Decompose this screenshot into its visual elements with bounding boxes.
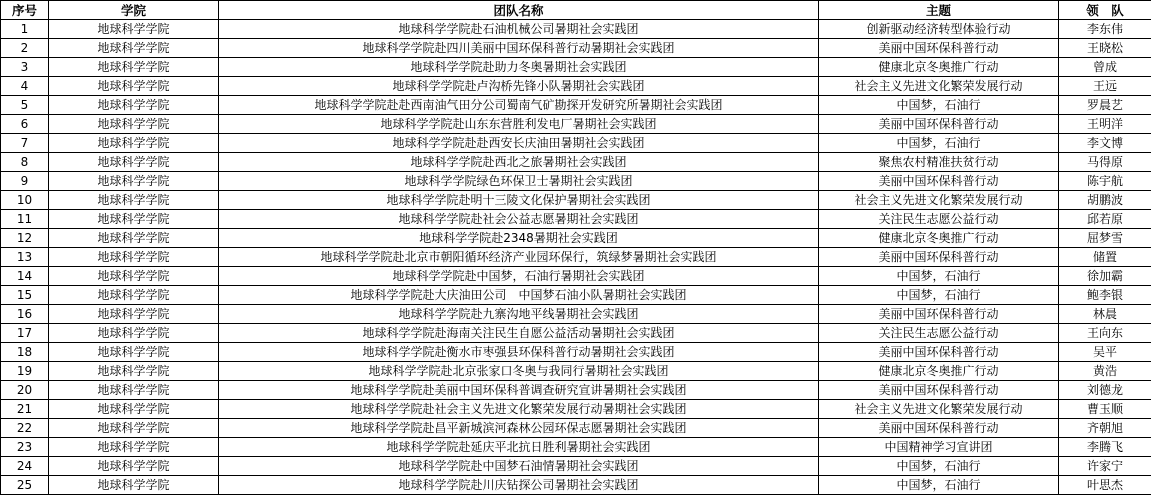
cell-index: 4 [1,77,49,96]
cell-team-name: 地球科学学院赴石油机械公司暑期社会实践团 [219,20,819,39]
cell-team-name: 地球科学学院赴衡水市枣强县环保科普行动暑期社会实践团 [219,343,819,362]
table-row [1,457,1151,476]
cell-index: 6 [1,115,49,134]
cell-college: 地球科学学院 [49,115,219,134]
cell-theme: 美丽中国环保科普行动 [819,381,1059,400]
cell-college: 地球科学学院 [49,324,219,343]
cell-theme: 中国梦，石油行 [819,457,1059,476]
cell-leader: 叶思杰 [1059,476,1151,495]
cell-college: 地球科学学院 [49,172,219,191]
cell-team-name: 地球科学学院赴美丽中国环保科普调查研究宣讲暑期社会实践团 [219,381,819,400]
cell-team-name: 地球科学学院赴赴西南油气田分公司蜀南气矿勘探开发研究所暑期社会实践团 [219,96,819,115]
cell-college: 地球科学学院 [49,134,219,153]
cell-leader: 李文博 [1059,134,1151,153]
cell-leader: 齐朝旭 [1059,419,1151,438]
cell-theme: 社会主义先进文化繁荣发展行动 [819,400,1059,419]
cell-theme: 美丽中国环保科普行动 [819,343,1059,362]
cell-theme: 中国梦，石油行 [819,286,1059,305]
cell-leader: 曹玉顺 [1059,400,1151,419]
cell-index: 18 [1,343,49,362]
cell-theme: 中国梦，石油行 [819,134,1059,153]
cell-theme: 健康北京冬奥推广行动 [819,58,1059,77]
cell-theme: 中国精神学习宣讲团 [819,438,1059,457]
cell-team-name: 地球科学学院赴卢沟桥先锋小队暑期社会实践团 [219,77,819,96]
cell-team-name: 地球科学学院赴赴西安长庆油田暑期社会实践团 [219,134,819,153]
cell-index: 2 [1,39,49,58]
table-row [1,438,1151,457]
table-row [1,58,1151,77]
cell-leader: 屈梦雪 [1059,229,1151,248]
header-college: 学院 [49,1,219,20]
cell-theme: 中国梦，石油行 [819,476,1059,495]
cell-leader: 李腾飞 [1059,438,1151,457]
cell-team-name: 地球科学学院赴山东东营胜利发电厂暑期社会实践团 [219,115,819,134]
table-row [1,362,1151,381]
cell-team-name: 地球科学学院赴2348暑期社会实践团 [219,229,819,248]
cell-college: 地球科学学院 [49,229,219,248]
cell-theme: 美丽中国环保科普行动 [819,172,1059,191]
cell-theme: 中国梦，石油行 [819,96,1059,115]
table-row [1,77,1151,96]
table-row [1,20,1151,39]
table-row [1,115,1151,134]
table-body [1,20,1151,495]
cell-team-name: 地球科学学院赴九寨沟地平线暑期社会实践团 [219,305,819,324]
cell-leader: 马得原 [1059,153,1151,172]
cell-leader: 林晨 [1059,305,1151,324]
cell-leader: 邱若原 [1059,210,1151,229]
cell-theme: 美丽中国环保科普行动 [819,39,1059,58]
cell-index: 23 [1,438,49,457]
cell-team-name: 地球科学学院赴西北之旅暑期社会实践团 [219,153,819,172]
cell-team-name: 地球科学学院赴川庆钻探公司暑期社会实践团 [219,476,819,495]
table-row [1,172,1151,191]
cell-college: 地球科学学院 [49,248,219,267]
cell-leader: 胡鹏波 [1059,191,1151,210]
cell-theme: 美丽中国环保科普行动 [819,115,1059,134]
cell-theme: 美丽中国环保科普行动 [819,248,1059,267]
table-row [1,248,1151,267]
header-team-name: 团队名称 [219,1,819,20]
cell-college: 地球科学学院 [49,210,219,229]
cell-theme: 聚焦农村精准扶贫行动 [819,153,1059,172]
cell-leader: 许家宁 [1059,457,1151,476]
cell-index: 25 [1,476,49,495]
cell-index: 22 [1,419,49,438]
cell-index: 15 [1,286,49,305]
cell-college: 地球科学学院 [49,96,219,115]
table-row [1,267,1151,286]
table-row [1,419,1151,438]
cell-college: 地球科学学院 [49,438,219,457]
cell-college: 地球科学学院 [49,400,219,419]
cell-team-name: 地球科学学院赴北京市朝阳循环经济产业园环保行，筑绿梦暑期社会实践团 [219,248,819,267]
table-row [1,400,1151,419]
cell-leader: 黄浩 [1059,362,1151,381]
table-row [1,96,1151,115]
cell-college: 地球科学学院 [49,343,219,362]
cell-leader: 鲍李银 [1059,286,1151,305]
table-header-row [1,1,1151,20]
cell-index: 11 [1,210,49,229]
cell-leader: 罗晨艺 [1059,96,1151,115]
cell-college: 地球科学学院 [49,58,219,77]
cell-theme: 美丽中国环保科普行动 [819,419,1059,438]
cell-team-name: 地球科学学院赴中国梦，石油行暑期社会实践团 [219,267,819,286]
cell-index: 3 [1,58,49,77]
cell-index: 13 [1,248,49,267]
cell-team-name: 地球科学学院赴大庆油田公司 中国梦石油小队暑期社会实践团 [219,286,819,305]
cell-college: 地球科学学院 [49,476,219,495]
table-row [1,39,1151,58]
cell-leader: 刘德龙 [1059,381,1151,400]
cell-leader: 吴平 [1059,343,1151,362]
cell-college: 地球科学学院 [49,305,219,324]
cell-leader: 陈宇航 [1059,172,1151,191]
cell-college: 地球科学学院 [49,457,219,476]
table-row [1,476,1151,495]
cell-index: 21 [1,400,49,419]
table-row [1,191,1151,210]
cell-team-name: 地球科学学院赴中国梦石油情暑期社会实践团 [219,457,819,476]
cell-index: 10 [1,191,49,210]
cell-college: 地球科学学院 [49,20,219,39]
cell-college: 地球科学学院 [49,191,219,210]
cell-index: 9 [1,172,49,191]
cell-index: 16 [1,305,49,324]
cell-theme: 关注民生志愿公益行动 [819,210,1059,229]
cell-theme: 创新驱动经济转型体验行动 [819,20,1059,39]
table-row [1,153,1151,172]
cell-team-name: 地球科学学院赴北京张家口冬奥与我同行暑期社会实践团 [219,362,819,381]
cell-theme: 中国梦，石油行 [819,267,1059,286]
cell-team-name: 地球科学学院赴延庆平北抗日胜利暑期社会实践团 [219,438,819,457]
table-row [1,324,1151,343]
cell-college: 地球科学学院 [49,381,219,400]
header-theme: 主题 [819,1,1059,20]
cell-college: 地球科学学院 [49,39,219,58]
cell-leader: 李东伟 [1059,20,1151,39]
cell-index: 24 [1,457,49,476]
cell-index: 19 [1,362,49,381]
cell-leader: 王晓松 [1059,39,1151,58]
table-row [1,286,1151,305]
cell-leader: 王向东 [1059,324,1151,343]
cell-leader: 徐加霸 [1059,267,1151,286]
cell-theme: 关注民生志愿公益行动 [819,324,1059,343]
cell-index: 5 [1,96,49,115]
cell-leader: 储置 [1059,248,1151,267]
cell-index: 8 [1,153,49,172]
cell-team-name: 地球科学学院赴明十三陵文化保护暑期社会实践团 [219,191,819,210]
cell-team-name: 地球科学学院赴社会公益志愿暑期社会实践团 [219,210,819,229]
cell-team-name: 地球科学学院赴社会主义先进文化繁荣发展行动暑期社会实践团 [219,400,819,419]
cell-leader: 曾成 [1059,58,1151,77]
cell-college: 地球科学学院 [49,153,219,172]
cell-leader: 王明洋 [1059,115,1151,134]
cell-index: 20 [1,381,49,400]
cell-theme: 美丽中国环保科普行动 [819,305,1059,324]
header-leader: 领 队 [1059,1,1151,20]
table-row [1,229,1151,248]
cell-index: 1 [1,20,49,39]
table-row [1,305,1151,324]
cell-theme: 健康北京冬奥推广行动 [819,229,1059,248]
cell-college: 地球科学学院 [49,362,219,381]
cell-college: 地球科学学院 [49,267,219,286]
table-row [1,210,1151,229]
cell-team-name: 地球科学学院绿色环保卫士暑期社会实践团 [219,172,819,191]
cell-college: 地球科学学院 [49,419,219,438]
cell-leader: 王远 [1059,77,1151,96]
table-row [1,134,1151,153]
cell-index: 7 [1,134,49,153]
cell-theme: 健康北京冬奥推广行动 [819,362,1059,381]
cell-team-name: 地球科学学院赴海南关注民生自愿公益活动暑期社会实践团 [219,324,819,343]
cell-team-name: 地球科学学院赴四川美丽中国环保科普行动暑期社会实践团 [219,39,819,58]
header-index: 序号 [1,1,49,20]
cell-college: 地球科学学院 [49,77,219,96]
cell-team-name: 地球科学学院赴昌平新城滨河森林公园环保志愿暑期社会实践团 [219,419,819,438]
cell-team-name: 地球科学学院赴助力冬奥暑期社会实践团 [219,58,819,77]
cell-index: 17 [1,324,49,343]
cell-college: 地球科学学院 [49,286,219,305]
table-row [1,343,1151,362]
cell-index: 12 [1,229,49,248]
cell-index: 14 [1,267,49,286]
cell-theme: 社会主义先进文化繁荣发展行动 [819,77,1059,96]
cell-theme: 社会主义先进文化繁荣发展行动 [819,191,1059,210]
table-row [1,381,1151,400]
